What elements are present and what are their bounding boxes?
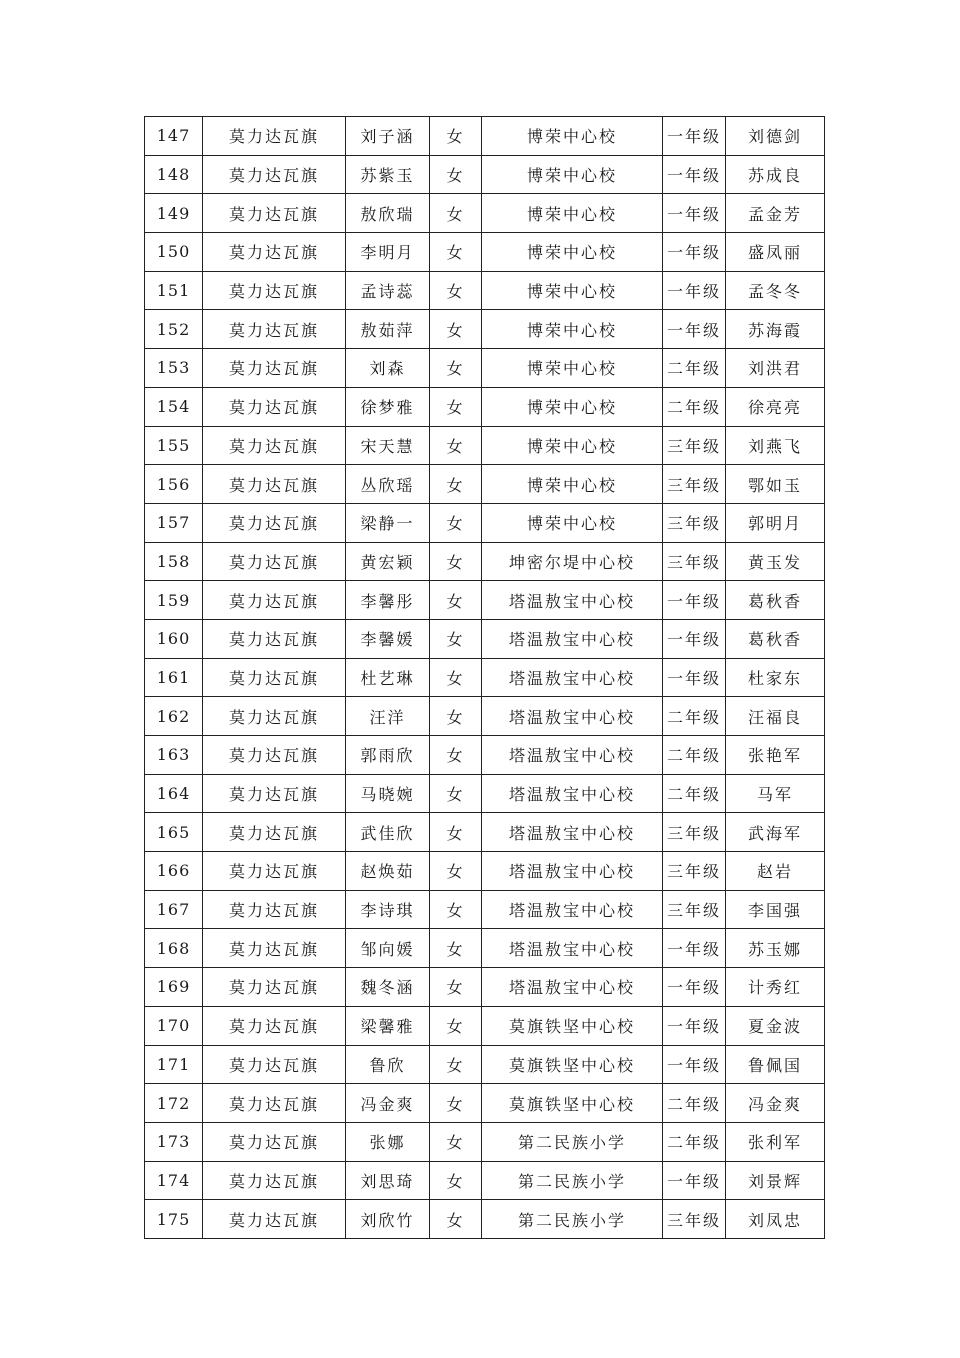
guardian-name-cell: 马军 (726, 774, 825, 813)
serial-number-cell: 167 (145, 890, 203, 929)
school-cell: 博荣中心校 (482, 465, 663, 504)
grade-cell: 一年级 (663, 271, 726, 310)
grade-cell: 三年级 (663, 813, 726, 852)
student-name-cell: 刘森 (346, 349, 430, 388)
gender-cell: 女 (430, 619, 482, 658)
table-row (145, 1161, 825, 1200)
region-cell: 莫力达瓦旗 (203, 968, 346, 1007)
guardian-name-cell: 苏海霞 (726, 310, 825, 349)
school-cell: 博荣中心校 (482, 503, 663, 542)
table-row (145, 581, 825, 620)
grade-cell: 一年级 (663, 658, 726, 697)
region-cell: 莫力达瓦旗 (203, 117, 346, 156)
student-name-cell: 徐梦雅 (346, 387, 430, 426)
school-cell: 博荣中心校 (482, 426, 663, 465)
grade-cell: 一年级 (663, 155, 726, 194)
table-row (145, 310, 825, 349)
gender-cell: 女 (430, 890, 482, 929)
gender-cell: 女 (430, 349, 482, 388)
region-cell: 莫力达瓦旗 (203, 310, 346, 349)
school-cell: 博荣中心校 (482, 387, 663, 426)
grade-cell: 一年级 (663, 619, 726, 658)
serial-number-cell: 172 (145, 1084, 203, 1123)
student-name-cell: 刘思琦 (346, 1161, 430, 1200)
gender-cell: 女 (430, 1084, 482, 1123)
student-name-cell: 冯金爽 (346, 1084, 430, 1123)
region-cell: 莫力达瓦旗 (203, 155, 346, 194)
grade-cell: 一年级 (663, 968, 726, 1007)
student-name-cell: 张娜 (346, 1122, 430, 1161)
grade-cell: 二年级 (663, 1084, 726, 1123)
student-name-cell: 邹向媛 (346, 929, 430, 968)
student-name-cell: 刘欣竹 (346, 1200, 430, 1239)
region-cell: 莫力达瓦旗 (203, 813, 346, 852)
student-name-cell: 赵焕茹 (346, 852, 430, 891)
serial-number-cell: 159 (145, 581, 203, 620)
school-cell: 塔温敖宝中心校 (482, 697, 663, 736)
grade-cell: 二年级 (663, 774, 726, 813)
student-name-cell: 敖欣瑞 (346, 194, 430, 233)
student-name-cell: 梁馨雅 (346, 1006, 430, 1045)
guardian-name-cell: 盛凤丽 (726, 233, 825, 272)
serial-number-cell: 148 (145, 155, 203, 194)
gender-cell: 女 (430, 271, 482, 310)
table-row (145, 194, 825, 233)
student-name-cell: 汪洋 (346, 697, 430, 736)
table-row (145, 349, 825, 388)
grade-cell: 三年级 (663, 852, 726, 891)
guardian-name-cell: 苏成良 (726, 155, 825, 194)
gender-cell: 女 (430, 968, 482, 1007)
school-cell: 莫旗铁坚中心校 (482, 1006, 663, 1045)
school-cell: 塔温敖宝中心校 (482, 658, 663, 697)
grade-cell: 一年级 (663, 581, 726, 620)
grade-cell: 二年级 (663, 736, 726, 775)
school-cell: 塔温敖宝中心校 (482, 813, 663, 852)
gender-cell: 女 (430, 155, 482, 194)
table-row (145, 1084, 825, 1123)
serial-number-cell: 171 (145, 1045, 203, 1084)
guardian-name-cell: 计秀红 (726, 968, 825, 1007)
region-cell: 莫力达瓦旗 (203, 233, 346, 272)
gender-cell: 女 (430, 542, 482, 581)
serial-number-cell: 161 (145, 658, 203, 697)
table-row (145, 465, 825, 504)
table-row (145, 117, 825, 156)
guardian-name-cell: 孟冬冬 (726, 271, 825, 310)
region-cell: 莫力达瓦旗 (203, 581, 346, 620)
school-cell: 博荣中心校 (482, 117, 663, 156)
serial-number-cell: 152 (145, 310, 203, 349)
gender-cell: 女 (430, 310, 482, 349)
guardian-name-cell: 刘景辉 (726, 1161, 825, 1200)
guardian-name-cell: 张艳军 (726, 736, 825, 775)
student-name-cell: 鲁欣 (346, 1045, 430, 1084)
serial-number-cell: 168 (145, 929, 203, 968)
school-cell: 塔温敖宝中心校 (482, 774, 663, 813)
gender-cell: 女 (430, 117, 482, 156)
grade-cell: 三年级 (663, 503, 726, 542)
region-cell: 莫力达瓦旗 (203, 1006, 346, 1045)
table-row (145, 736, 825, 775)
grade-cell: 三年级 (663, 890, 726, 929)
grade-cell: 三年级 (663, 542, 726, 581)
school-cell: 莫旗铁坚中心校 (482, 1084, 663, 1123)
region-cell: 莫力达瓦旗 (203, 465, 346, 504)
guardian-name-cell: 苏玉娜 (726, 929, 825, 968)
grade-cell: 三年级 (663, 1200, 726, 1239)
school-cell: 塔温敖宝中心校 (482, 968, 663, 1007)
school-cell: 博荣中心校 (482, 310, 663, 349)
region-cell: 莫力达瓦旗 (203, 271, 346, 310)
guardian-name-cell: 郭明月 (726, 503, 825, 542)
gender-cell: 女 (430, 736, 482, 775)
school-cell: 塔温敖宝中心校 (482, 890, 663, 929)
guardian-name-cell: 李国强 (726, 890, 825, 929)
table-row (145, 233, 825, 272)
gender-cell: 女 (430, 852, 482, 891)
serial-number-cell: 170 (145, 1006, 203, 1045)
region-cell: 莫力达瓦旗 (203, 387, 346, 426)
guardian-name-cell: 夏金波 (726, 1006, 825, 1045)
student-name-cell: 刘子涵 (346, 117, 430, 156)
gender-cell: 女 (430, 233, 482, 272)
serial-number-cell: 164 (145, 774, 203, 813)
table-row (145, 1122, 825, 1161)
school-cell: 坤密尔堤中心校 (482, 542, 663, 581)
student-name-cell: 杜艺琳 (346, 658, 430, 697)
serial-number-cell: 163 (145, 736, 203, 775)
student-name-cell: 孟诗蕊 (346, 271, 430, 310)
school-cell: 第二民族小学 (482, 1200, 663, 1239)
table-row (145, 774, 825, 813)
school-cell: 博荣中心校 (482, 349, 663, 388)
serial-number-cell: 156 (145, 465, 203, 504)
grade-cell: 二年级 (663, 387, 726, 426)
region-cell: 莫力达瓦旗 (203, 890, 346, 929)
table-row (145, 387, 825, 426)
grade-cell: 一年级 (663, 117, 726, 156)
serial-number-cell: 165 (145, 813, 203, 852)
gender-cell: 女 (430, 1045, 482, 1084)
guardian-name-cell: 刘洪君 (726, 349, 825, 388)
school-cell: 博荣中心校 (482, 155, 663, 194)
region-cell: 莫力达瓦旗 (203, 503, 346, 542)
student-name-cell: 魏冬涵 (346, 968, 430, 1007)
region-cell: 莫力达瓦旗 (203, 658, 346, 697)
student-name-cell: 李馨彤 (346, 581, 430, 620)
gender-cell: 女 (430, 1161, 482, 1200)
guardian-name-cell: 刘燕飞 (726, 426, 825, 465)
region-cell: 莫力达瓦旗 (203, 929, 346, 968)
gender-cell: 女 (430, 581, 482, 620)
region-cell: 莫力达瓦旗 (203, 1122, 346, 1161)
region-cell: 莫力达瓦旗 (203, 619, 346, 658)
student-name-cell: 敖茹萍 (346, 310, 430, 349)
table-row (145, 619, 825, 658)
serial-number-cell: 175 (145, 1200, 203, 1239)
student-name-cell: 武佳欣 (346, 813, 430, 852)
guardian-name-cell: 鲁佩国 (726, 1045, 825, 1084)
region-cell: 莫力达瓦旗 (203, 697, 346, 736)
guardian-name-cell: 张利军 (726, 1122, 825, 1161)
region-cell: 莫力达瓦旗 (203, 542, 346, 581)
gender-cell: 女 (430, 426, 482, 465)
table-row (145, 929, 825, 968)
school-cell: 博荣中心校 (482, 194, 663, 233)
guardian-name-cell: 黄玉发 (726, 542, 825, 581)
gender-cell: 女 (430, 1122, 482, 1161)
region-cell: 莫力达瓦旗 (203, 852, 346, 891)
roster-body (145, 117, 825, 1239)
grade-cell: 一年级 (663, 1045, 726, 1084)
table-row (145, 1006, 825, 1045)
grade-cell: 一年级 (663, 929, 726, 968)
grade-cell: 一年级 (663, 233, 726, 272)
gender-cell: 女 (430, 774, 482, 813)
region-cell: 莫力达瓦旗 (203, 1161, 346, 1200)
grade-cell: 三年级 (663, 426, 726, 465)
serial-number-cell: 173 (145, 1122, 203, 1161)
grade-cell: 三年级 (663, 465, 726, 504)
region-cell: 莫力达瓦旗 (203, 1084, 346, 1123)
gender-cell: 女 (430, 813, 482, 852)
student-name-cell: 郭雨欣 (346, 736, 430, 775)
table-row (145, 697, 825, 736)
student-name-cell: 苏紫玉 (346, 155, 430, 194)
student-name-cell: 李馨媛 (346, 619, 430, 658)
serial-number-cell: 174 (145, 1161, 203, 1200)
table-row (145, 968, 825, 1007)
serial-number-cell: 157 (145, 503, 203, 542)
serial-number-cell: 154 (145, 387, 203, 426)
student-name-cell: 黄宏颖 (346, 542, 430, 581)
guardian-name-cell: 葛秋香 (726, 581, 825, 620)
guardian-name-cell: 刘德剑 (726, 117, 825, 156)
table-row (145, 542, 825, 581)
table-row (145, 155, 825, 194)
gender-cell: 女 (430, 658, 482, 697)
student-name-cell: 李诗琪 (346, 890, 430, 929)
table-row (145, 426, 825, 465)
table-row (145, 813, 825, 852)
serial-number-cell: 160 (145, 619, 203, 658)
guardian-name-cell: 武海军 (726, 813, 825, 852)
student-name-cell: 宋天慧 (346, 426, 430, 465)
table-row (145, 852, 825, 891)
guardian-name-cell: 冯金爽 (726, 1084, 825, 1123)
grade-cell: 一年级 (663, 194, 726, 233)
serial-number-cell: 147 (145, 117, 203, 156)
guardian-name-cell: 刘凤忠 (726, 1200, 825, 1239)
grade-cell: 一年级 (663, 1161, 726, 1200)
gender-cell: 女 (430, 697, 482, 736)
table-row (145, 1045, 825, 1084)
student-name-cell: 李明月 (346, 233, 430, 272)
gender-cell: 女 (430, 465, 482, 504)
guardian-name-cell: 鄂如玉 (726, 465, 825, 504)
gender-cell: 女 (430, 929, 482, 968)
guardian-name-cell: 赵岩 (726, 852, 825, 891)
grade-cell: 一年级 (663, 310, 726, 349)
gender-cell: 女 (430, 387, 482, 426)
student-name-cell: 丛欣瑶 (346, 465, 430, 504)
student-name-cell: 马晓婉 (346, 774, 430, 813)
school-cell: 博荣中心校 (482, 233, 663, 272)
table-row (145, 658, 825, 697)
region-cell: 莫力达瓦旗 (203, 426, 346, 465)
school-cell: 莫旗铁坚中心校 (482, 1045, 663, 1084)
region-cell: 莫力达瓦旗 (203, 349, 346, 388)
region-cell: 莫力达瓦旗 (203, 774, 346, 813)
guardian-name-cell: 孟金芳 (726, 194, 825, 233)
guardian-name-cell: 葛秋香 (726, 619, 825, 658)
gender-cell: 女 (430, 1200, 482, 1239)
serial-number-cell: 166 (145, 852, 203, 891)
guardian-name-cell: 杜家东 (726, 658, 825, 697)
school-cell: 第二民族小学 (482, 1161, 663, 1200)
gender-cell: 女 (430, 194, 482, 233)
table-row (145, 1200, 825, 1239)
region-cell: 莫力达瓦旗 (203, 1200, 346, 1239)
grade-cell: 二年级 (663, 697, 726, 736)
serial-number-cell: 155 (145, 426, 203, 465)
table-row (145, 503, 825, 542)
serial-number-cell: 169 (145, 968, 203, 1007)
guardian-name-cell: 汪福良 (726, 697, 825, 736)
guardian-name-cell: 徐亮亮 (726, 387, 825, 426)
serial-number-cell: 162 (145, 697, 203, 736)
school-cell: 塔温敖宝中心校 (482, 619, 663, 658)
region-cell: 莫力达瓦旗 (203, 736, 346, 775)
serial-number-cell: 153 (145, 349, 203, 388)
serial-number-cell: 150 (145, 233, 203, 272)
table-row (145, 890, 825, 929)
roster-table (144, 116, 825, 1239)
school-cell: 塔温敖宝中心校 (482, 736, 663, 775)
grade-cell: 二年级 (663, 349, 726, 388)
school-cell: 塔温敖宝中心校 (482, 852, 663, 891)
table-row (145, 271, 825, 310)
serial-number-cell: 158 (145, 542, 203, 581)
grade-cell: 一年级 (663, 1006, 726, 1045)
region-cell: 莫力达瓦旗 (203, 1045, 346, 1084)
school-cell: 博荣中心校 (482, 271, 663, 310)
student-name-cell: 梁静一 (346, 503, 430, 542)
serial-number-cell: 151 (145, 271, 203, 310)
school-cell: 塔温敖宝中心校 (482, 929, 663, 968)
serial-number-cell: 149 (145, 194, 203, 233)
gender-cell: 女 (430, 1006, 482, 1045)
region-cell: 莫力达瓦旗 (203, 194, 346, 233)
school-cell: 塔温敖宝中心校 (482, 581, 663, 620)
gender-cell: 女 (430, 503, 482, 542)
grade-cell: 二年级 (663, 1122, 726, 1161)
school-cell: 第二民族小学 (482, 1122, 663, 1161)
